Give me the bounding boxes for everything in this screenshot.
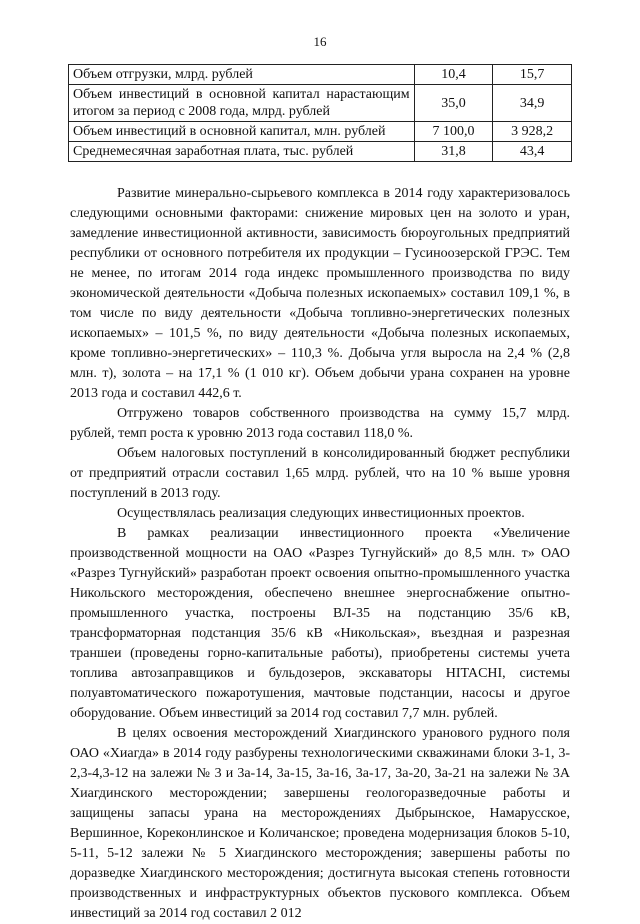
table-cell-value: 31,8: [414, 142, 493, 162]
paragraph: Развитие минерально-сырьевого комплекса в 2014 году характеризовалось следующими основными факторами: снижение мировых цен на золото и уран, замедление инвестиционной активности, зависимость бюроугольных предприятий республики от основного потребителя их продукции – Гусиноозерской ГРЭС. Тем не менее, по итогам 2014 года индекс промышленного производства по виду экономической деятельности «Добыча полезных ископаемых» составил 109,1 %, в том числе по виду деятельности «Добыча топливно-энергетических полезных ископаемых» – 101,5 %, по виду деятельности «Добыча полезных ископаемых, кроме топливно-энергетических» – 110,3 %. Добыча угля выросла на 2,4 % (2,8 млн. т), золота – на 17,1 % (1 010 кг). Объем добычи урана сохранен на уровне 2013 года и составил 442,6 т.: [70, 186, 570, 401]
paragraph: Отгружено товаров собственного производства на сумму 15,7 млрд. рублей, темп роста к уровню 2013 года составил 118,0 %.: [70, 406, 570, 441]
paragraph: Объем налоговых поступлений в консолидированный бюджет республики от предприятий отрасли составил 1,65 млрд. рублей, что на 10 % выше уровня поступлений в 2013 году.: [70, 446, 570, 501]
table-row: [69, 122, 572, 142]
table-cell-label: Объем инвестиций в основной капитал, млн. рублей: [69, 122, 415, 142]
paragraph: В рамках реализации инвестиционного проекта «Увеличение производственной мощности на ОАО «Разрез Тугнуйский» до 8,5 млн. т» ОАО «Разрез Тугнуйский» разработан проект освоения опытно-промышленного участка Никольского месторождения, обеспечено внешнее энергоснабжение опытно-промышленного участка, построены ВЛ-35 на подстанцию 35/6 кВ, трансформаторная подстанция 35/6 кВ «Никольская», въездная и разрезная траншеи (проведены горно-капитальные работы), приобретены системы учета топлива автозаправщиков и бульдозеров, экскаваторы HITACHI, системы полуавтоматического пожаротушения, мачтовые подстанции, насосы и другое оборудование. Объем инвестиций за 2014 год составил 7,7 млн. рублей.: [70, 526, 570, 721]
page-number: 16: [313, 34, 327, 49]
table-cell-value: 15,7: [493, 65, 572, 85]
table-row: [69, 142, 572, 162]
table-row: [69, 65, 572, 85]
table-cell-label: Среднемесячная заработная плата, тыс. рублей: [69, 142, 415, 162]
table-cell-value: 43,4: [493, 142, 572, 162]
paragraph: В целях освоения месторождений Хиагдинского уранового рудного поля ОАО «Хиагда» в 2014 году разбурены технологическими скважинами блоки 3-1, 3-2,3-4,3-12 на залежи № 3 и 3а-14, 3а-15, 3а-16, 3а-17, 3а-20, 3а-21 на залежи № 3А Хиагдинского месторождении; завершены геологоразведочные работы и защищены запасы урана на месторождениях Дыбрынское, Намарусское, Вершинное, Кореконлинское и Количанское; проведена модернизация блоков 5-10, 5-11, 5-12 залежи № 5 Хиагдинского месторождения; завершены работы по доразведке Хиагдинского месторождения; достигнута высокая степень готовности производственных и инфраструктурных объектов пускового комплекса. Объем инвестиций за 2014 год составил 2 012: [70, 726, 570, 921]
table-cell-label: Объем отгрузки, млрд. рублей: [69, 65, 415, 85]
indicators-table: [68, 64, 572, 162]
paragraph: Осуществлялась реализация следующих инвестиционных проектов.: [117, 506, 525, 521]
table-cell-value: 7 100,0: [414, 122, 493, 142]
table-cell-value: 35,0: [414, 85, 493, 122]
body-text: [70, 184, 570, 924]
table-cell-label: Объем инвестиций в основной капитал нарастающим итогом за период с 2008 года, млрд. рублей: [69, 85, 415, 122]
table-cell-value: 10,4: [414, 65, 493, 85]
table-cell-value: 34,9: [493, 85, 572, 122]
table-cell-value: 3 928,2: [493, 122, 572, 142]
table-row: [69, 85, 572, 122]
